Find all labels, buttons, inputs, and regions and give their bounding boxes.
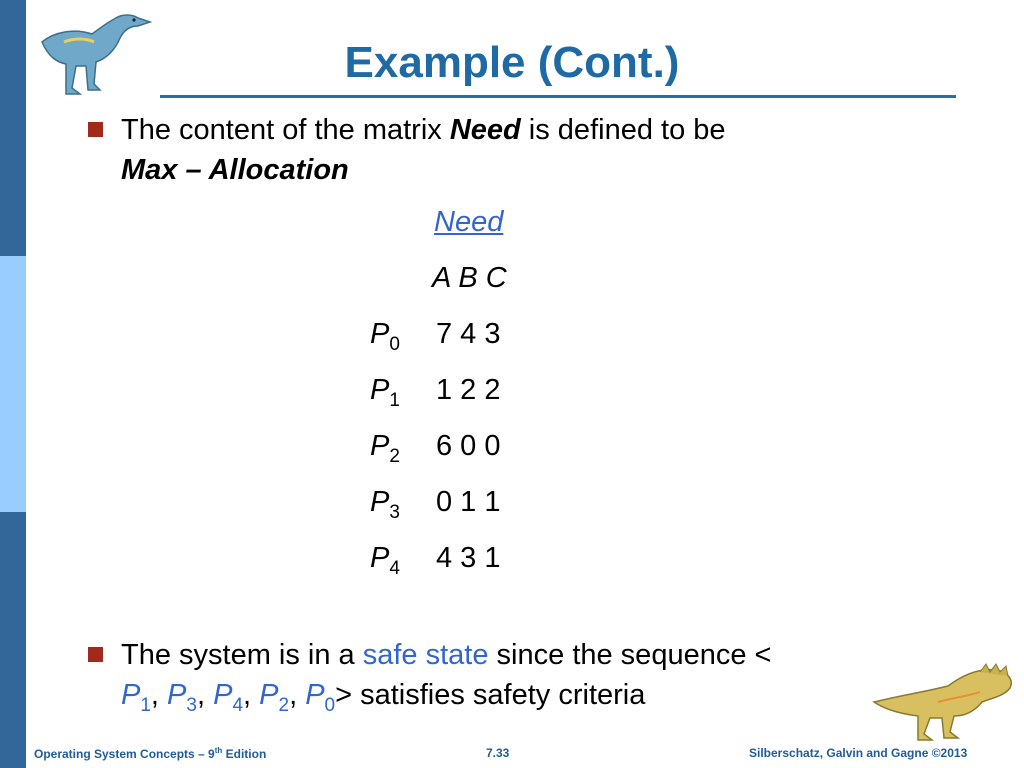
- bullet-marker-2: [88, 647, 103, 662]
- footer-book-title: Operating System Concepts – 9th Edition: [34, 746, 267, 761]
- bullet-2-line-2: [121, 675, 645, 726]
- bullet-2-tail: > satisfies safety criteria: [335, 679, 646, 711]
- need-values: 4 3 1: [436, 542, 501, 574]
- bullet-1-need-term: Need: [449, 114, 521, 146]
- sequence-separator: ,: [289, 679, 306, 711]
- need-values: 6 0 0: [436, 430, 501, 462]
- sidebar-dark-bottom: [0, 512, 26, 768]
- slide-title: Example (Cont.): [344, 38, 680, 87]
- sequence-item: $P_4$: [213, 679, 244, 716]
- need-matrix-row: [370, 430, 501, 468]
- footer-slide-number: 7.33: [486, 746, 510, 760]
- footer-authors: Silberschatz, Galvin and Gagne ©2013: [749, 746, 968, 760]
- sequence-separator: ,: [196, 679, 214, 711]
- sidebar-light-middle: [0, 256, 26, 512]
- sequence-item: $P_2$: [259, 679, 290, 716]
- need-values: 0 1 1: [436, 486, 501, 518]
- bullet-1-line-2: Max – Allocation: [121, 154, 349, 186]
- safe-state-term: safe state: [362, 639, 489, 671]
- need-matrix-row: [370, 486, 501, 524]
- process-label: $P_2$: [370, 430, 400, 467]
- bullet-1-text-post: is defined to be: [520, 114, 726, 146]
- safe-sequence: [121, 679, 336, 716]
- need-values: 1 2 2: [436, 374, 501, 406]
- sequence-item: $P_3$: [167, 679, 197, 716]
- bullet-2-text-pre: The system is in a: [121, 639, 363, 671]
- sequence-separator: ,: [150, 679, 168, 711]
- process-label: $P_1$: [370, 374, 400, 411]
- title-underline-rule: [160, 95, 956, 98]
- sequence-separator: ,: [243, 679, 260, 711]
- bullet-2-text-post: since the sequence <: [488, 639, 772, 671]
- sequence-item: $P_0$: [305, 679, 336, 716]
- bullet-1-text-pre: The content of the matrix: [121, 114, 450, 146]
- dinosaur-logo-bottom: [868, 662, 1018, 742]
- need-matrix-row: [370, 318, 501, 356]
- process-label: $P_3$: [370, 486, 400, 523]
- need-matrix-heading: Need: [434, 206, 504, 238]
- bullet-2-line-1: [121, 635, 771, 675]
- need-matrix-column-headers: A B C: [432, 262, 507, 294]
- process-label: $P_4$: [370, 542, 400, 579]
- process-label: $P_0$: [370, 318, 400, 355]
- bullet-marker-1: [88, 122, 103, 137]
- sidebar-strip: [0, 0, 26, 768]
- need-values: 7 4 3: [436, 318, 501, 350]
- need-matrix-row: [370, 374, 501, 412]
- bullet-1-line-1: [121, 110, 726, 150]
- sequence-item: $P_1$: [121, 679, 151, 716]
- need-matrix-row: [370, 542, 501, 580]
